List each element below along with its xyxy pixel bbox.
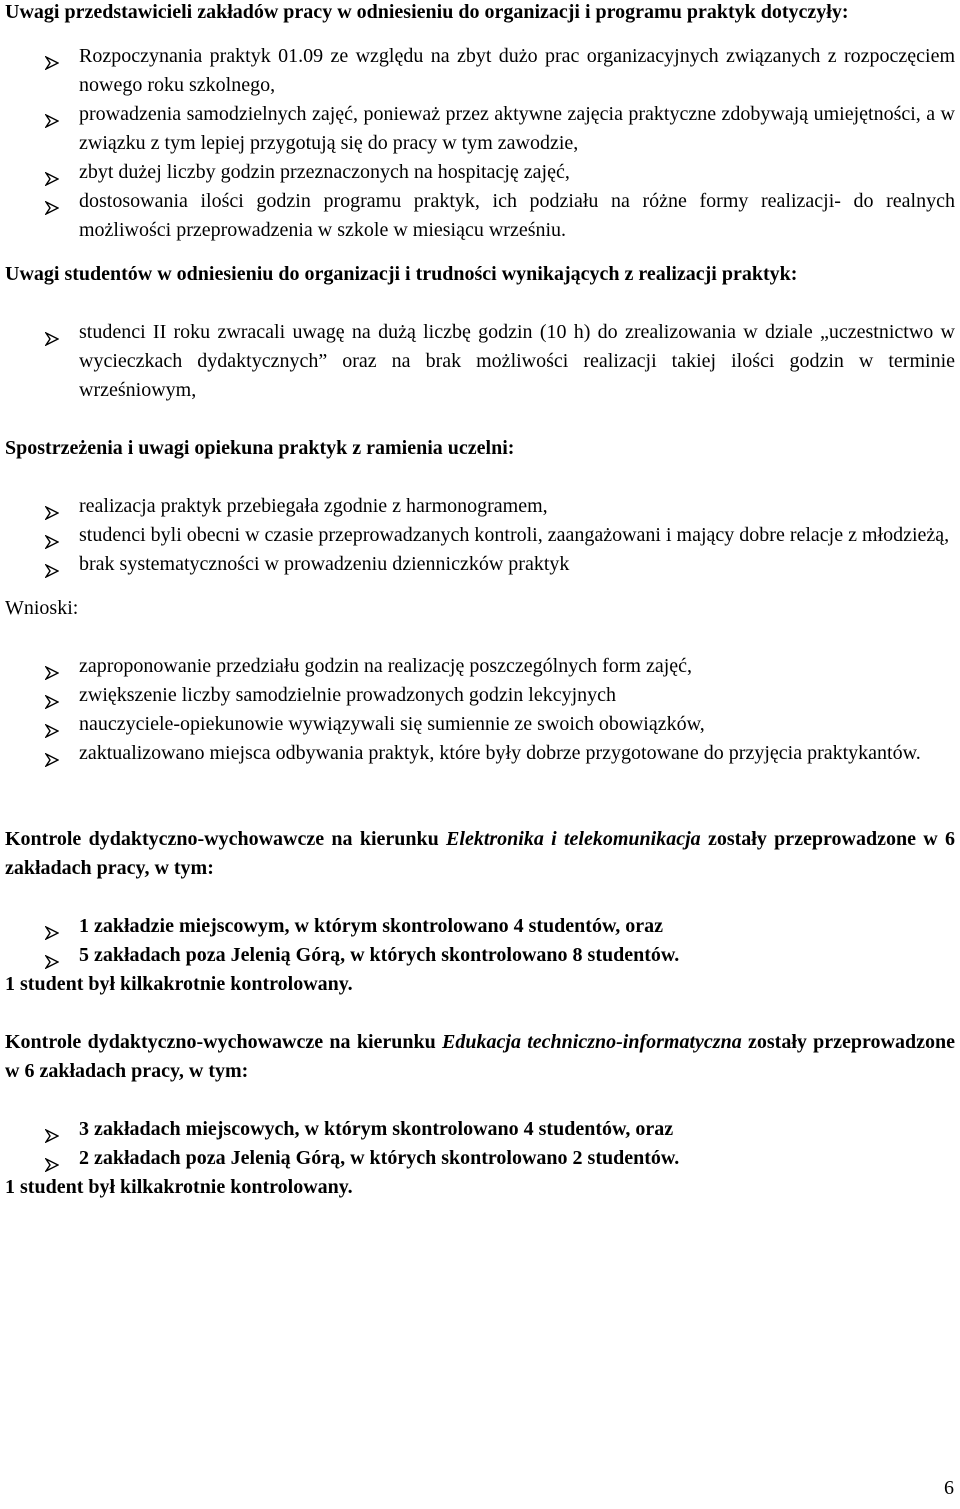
section-heading-supervisor: Spostrzeżenia i uwagi opiekuna praktyk z ramienia uczelni: (5, 437, 515, 459)
inspections-it-education-list (5, 1115, 955, 1173)
list-item: studenci II roku zwracali uwagę na dużą liczbę godzin (10 h) do zrealizowania w dziale „uczestnictwo w wycieczkach dydaktycznych” oraz na brak możliwości realizacji takiej ilości godzin w terminie wrześniowym, (5, 318, 955, 405)
section-heading-employers: Uwagi przedstawicieli zakładów pracy w odniesieniu do organizacji i programu praktyk dotyczyły: (5, 1, 849, 23)
section-heading-inspections-it-education: Kontrole dydaktyczno-wychowawcze na kierunku Edukacja techniczno-informatyczna zostały przeprowadzone w 6 zakładach pracy, w tym: (5, 1031, 956, 1082)
list-item: realizacja praktyk przebiegała zgodnie z harmonogramem, (5, 492, 955, 521)
supervisor-remarks-list (5, 492, 955, 579)
repeat-inspection-note: 1 student był kilkakrotnie kontrolowany. (5, 973, 353, 995)
arrowhead-bullet-icon (45, 718, 59, 732)
arrowhead-bullet-icon (45, 195, 59, 209)
list-item: 5 zakładach poza Jelenią Górą, w których skontrolowano 8 studentów. (5, 941, 955, 970)
list-item: 3 zakładach miejscowych, w którym skontrolowano 4 studentów, oraz (5, 1115, 955, 1144)
list-item: 2 zakładach poza Jelenią Górą, w których skontrolowano 2 studentów. (5, 1144, 955, 1173)
field-of-study-name: Edukacja techniczno-informatyczna (442, 1031, 742, 1053)
arrowhead-bullet-icon (45, 529, 59, 543)
repeat-inspection-note: 1 student był kilkakrotnie kontrolowany. (5, 1176, 353, 1198)
page-number: 6 (944, 1477, 954, 1499)
document-page (5, 0, 955, 1202)
arrowhead-bullet-icon (45, 500, 59, 514)
arrowhead-bullet-icon (45, 50, 59, 64)
section-heading-students: Uwagi studentów w odniesieniu do organizacji i trudności wynikających z realizacji praktyk: (5, 263, 798, 285)
list-item: Rozpoczynania praktyk 01.09 ze względu na zbyt dużo prac organizacyjnych związanych z rozpoczęciem nowego roku szkolnego, (5, 42, 955, 100)
list-item: zaktualizowano miejsca odbywania praktyk, które były dobrze przygotowane do przyjęcia praktykantów. (5, 739, 955, 768)
list-item: zaproponowanie przedziału godzin na realizację poszczególnych form zajęć, (5, 652, 955, 681)
section-heading-inspections-electronics: Kontrole dydaktyczno-wychowawcze na kierunku Elektronika i telekomunikacja zostały przeprowadzone w 6 zakładach pracy, w tym: (5, 828, 955, 879)
arrowhead-bullet-icon (45, 920, 59, 934)
list-item: zwiększenie liczby samodzielnie prowadzonych godzin lekcyjnych (5, 681, 955, 710)
arrowhead-bullet-icon (45, 949, 59, 963)
list-item: dostosowania ilości godzin programu praktyk, ich podziału na różne formy realizacji- do realnych możliwości przeprowadzenia w szkole w miesiącu wrześniu. (5, 187, 955, 245)
list-item: zbyt dużej liczby godzin przeznaczonych na hospitację zajęć, (5, 158, 955, 187)
list-item: 1 zakładzie miejscowym, w którym skontrolowano 4 studentów, oraz (5, 912, 955, 941)
employers-remarks-list (5, 42, 955, 245)
conclusions-list (5, 652, 955, 768)
field-of-study-name: Elektronika i telekomunikacja (446, 828, 701, 850)
arrowhead-bullet-icon (45, 326, 59, 340)
arrowhead-bullet-icon (45, 1152, 59, 1166)
list-item: nauczyciele-opiekunowie wywiązywali się sumiennie ze swoich obowiązków, (5, 710, 955, 739)
arrowhead-bullet-icon (45, 689, 59, 703)
arrowhead-bullet-icon (45, 166, 59, 180)
arrowhead-bullet-icon (45, 108, 59, 122)
arrowhead-bullet-icon (45, 1123, 59, 1137)
list-item: brak systematyczności w prowadzeniu dzienniczków praktyk (5, 550, 955, 579)
arrowhead-bullet-icon (45, 558, 59, 572)
arrowhead-bullet-icon (45, 660, 59, 674)
section-heading-conclusions: Wnioski: (5, 597, 79, 619)
list-item: prowadzenia samodzielnych zajęć, ponieważ przez aktywne zajęcia praktyczne zdobywają umiejętności, a w związku z tym lepiej przygotują się do pracy w tym zawodzie, (5, 100, 955, 158)
inspections-electronics-list (5, 912, 955, 970)
students-remarks-list (5, 318, 955, 405)
arrowhead-bullet-icon (45, 747, 59, 761)
list-item: studenci byli obecni w czasie przeprowadzanych kontroli, zaangażowani i mający dobre relacje z młodzieżą, (5, 521, 955, 550)
